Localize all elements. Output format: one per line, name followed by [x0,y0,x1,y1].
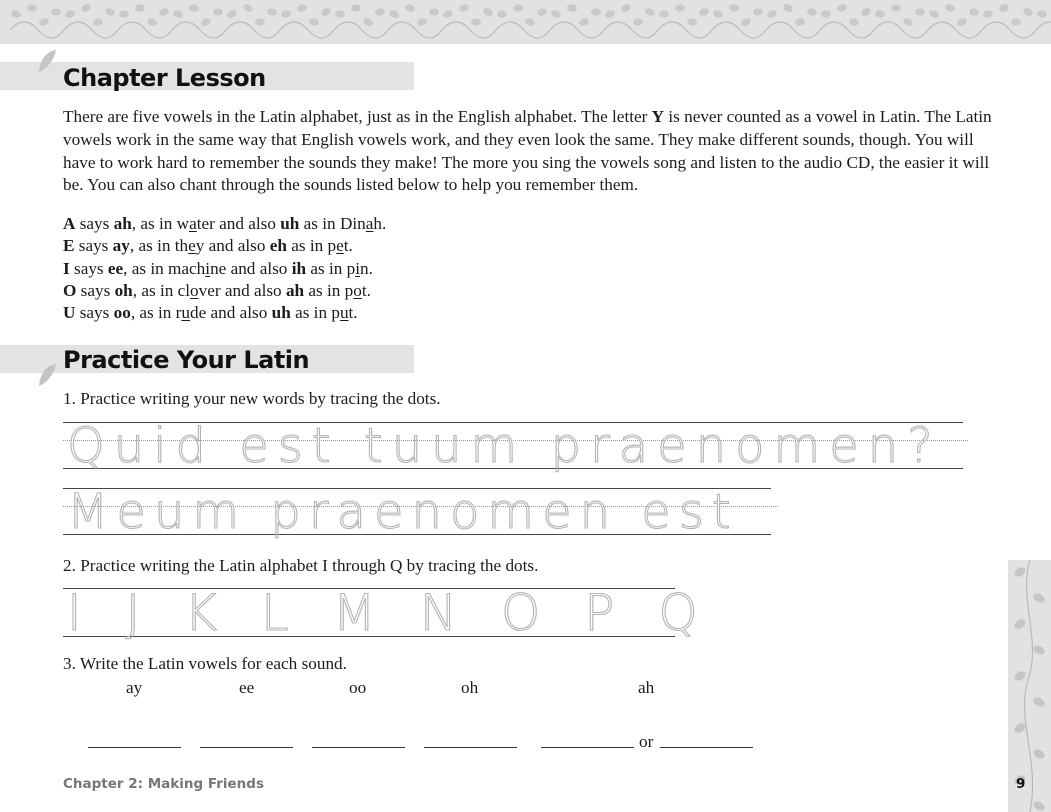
vowel-sound1: ee [107,258,124,278]
vowel-sound1: ay [112,236,130,256]
vowel-as2a: as in p [290,303,340,323]
vowel-sound2: ah [285,280,305,300]
trace-line-2[interactable] [63,486,773,542]
leaf-icon [36,48,58,74]
paragraph-run: is never counted as a vowel in Latin. The Latin vowels work in the same way that English vowels work, and they even look the same. They make different sounds, though. You will have to work hard to remember the sounds they make! The more you sing the vowels song and listen to the audio CD, the easier it will be. You can also chant through the sounds listed below to help you remember them. [63,107,992,195]
vowel-says: says [76,280,115,300]
vowel-u1: i [205,258,211,278]
footer-chapter-title: Chapter 2: Making Friends [63,776,264,792]
vowel-as2b: t. [361,280,371,300]
vowel-letter: O [63,280,77,300]
vowel-sound2: ih [291,258,307,278]
vowel-as1a: , as in cl [132,280,191,300]
vowel-sound2: uh [280,214,300,233]
vowel-as2a: as in Din [299,214,366,233]
vowel-as1a: , as in w [131,214,190,233]
vowel-item-o [63,280,386,302]
paragraph-run: Y [651,107,665,126]
vowel-u2: o [353,280,362,300]
answer-blank-ee[interactable] [200,747,293,748]
answer-blank-oh[interactable] [424,747,517,748]
leaf-icon [36,362,58,388]
vowel-sound2: uh [271,303,291,323]
vowel-sound2: eh [269,236,287,256]
vine-pattern-icon [0,0,1051,44]
vowel-as2b: t. [343,236,353,256]
vowel-item-e [63,235,386,257]
chapter-lesson-heading: Chapter Lesson [63,64,266,92]
trace-line-1[interactable] [63,420,963,476]
trace-line-3[interactable] [63,584,712,642]
vowel-as1b: de and also [190,303,272,323]
or-label: or [639,732,654,751]
vowel-says: says [75,303,114,323]
vowel-sound1: oo [113,303,131,323]
vowel-letter: E [63,236,75,256]
page-number: 9 [1016,776,1026,792]
vowel-says: says [74,236,113,256]
vowel-as2a: as in p [286,236,337,256]
answer-blank-ay[interactable] [88,747,181,748]
top-decorative-band [0,0,1051,44]
sound-label-oo: oo [349,678,367,697]
question-2: 2. Practice writing the Latin alphabet I through Q by tracing the dots. [63,556,539,575]
vowel-as1b: y and also [195,236,270,256]
vowel-letter: A [63,214,76,233]
vowel-item-u [63,302,386,324]
vowel-u2: a [365,214,374,233]
lesson-paragraph [63,106,1003,197]
vowel-u2: e [336,236,344,256]
sound-label-ay: ay [126,678,143,697]
question-1: 1. Practice writing your new words by tracing the dots. [63,389,441,408]
vowel-u1: u [181,303,191,323]
answer-blank-ah-2[interactable] [660,747,753,748]
vowel-as1b: ter and also [196,214,281,233]
paragraph-run: There are five vowels in the Latin alphabet, just as in the English alphabet. The letter [63,107,652,126]
vowel-u1: a [189,214,197,233]
vowel-u2: i [355,258,360,278]
vowel-item-a [63,213,386,235]
vowel-as1b: ne and also [210,258,292,278]
answer-blank-ah-1[interactable] [541,747,634,748]
sound-label-oh: oh [461,678,479,697]
sound-label-ah: ah [638,678,655,697]
vowel-u1: e [188,236,196,256]
vowel-u2: u [339,303,349,323]
trace-text-3: I J K L M N O P Q [67,584,712,642]
vowel-as1b: ver and also [198,280,286,300]
vowel-letter: U [63,303,76,323]
vowel-as2a: as in p [306,258,356,278]
vowel-says: says [69,258,108,278]
trace-text-2: Meum praenomen est [67,484,739,540]
vowel-item-i [63,258,386,280]
vowel-as1a: , as in r [130,303,182,323]
vowel-as1a: , as in th [129,236,189,256]
vowel-letter: I [63,258,70,278]
vowel-as2a: as in p [304,280,354,300]
sound-label-ee: ee [239,678,255,697]
side-decorative-band [1008,560,1051,812]
trace-text-1: Quid est tuum praenomen? [67,418,942,474]
vowel-sound1: ah [113,214,132,233]
vowel-u1: o [190,280,199,300]
vowel-sounds-list [63,213,386,324]
vowel-as2b: n. [359,258,373,278]
vowel-as1a: , as in mach [123,258,206,278]
practice-heading: Practice Your Latin [63,346,310,374]
vowel-as2b: t. [348,303,358,323]
vowel-says: says [75,214,114,233]
answer-blank-oo[interactable] [312,747,405,748]
question-3: 3. Write the Latin vowels for each sound. [63,654,347,673]
vowel-as2b: h. [373,214,387,233]
vine-side-icon [1008,560,1051,812]
vowel-sound1: oh [114,280,133,300]
